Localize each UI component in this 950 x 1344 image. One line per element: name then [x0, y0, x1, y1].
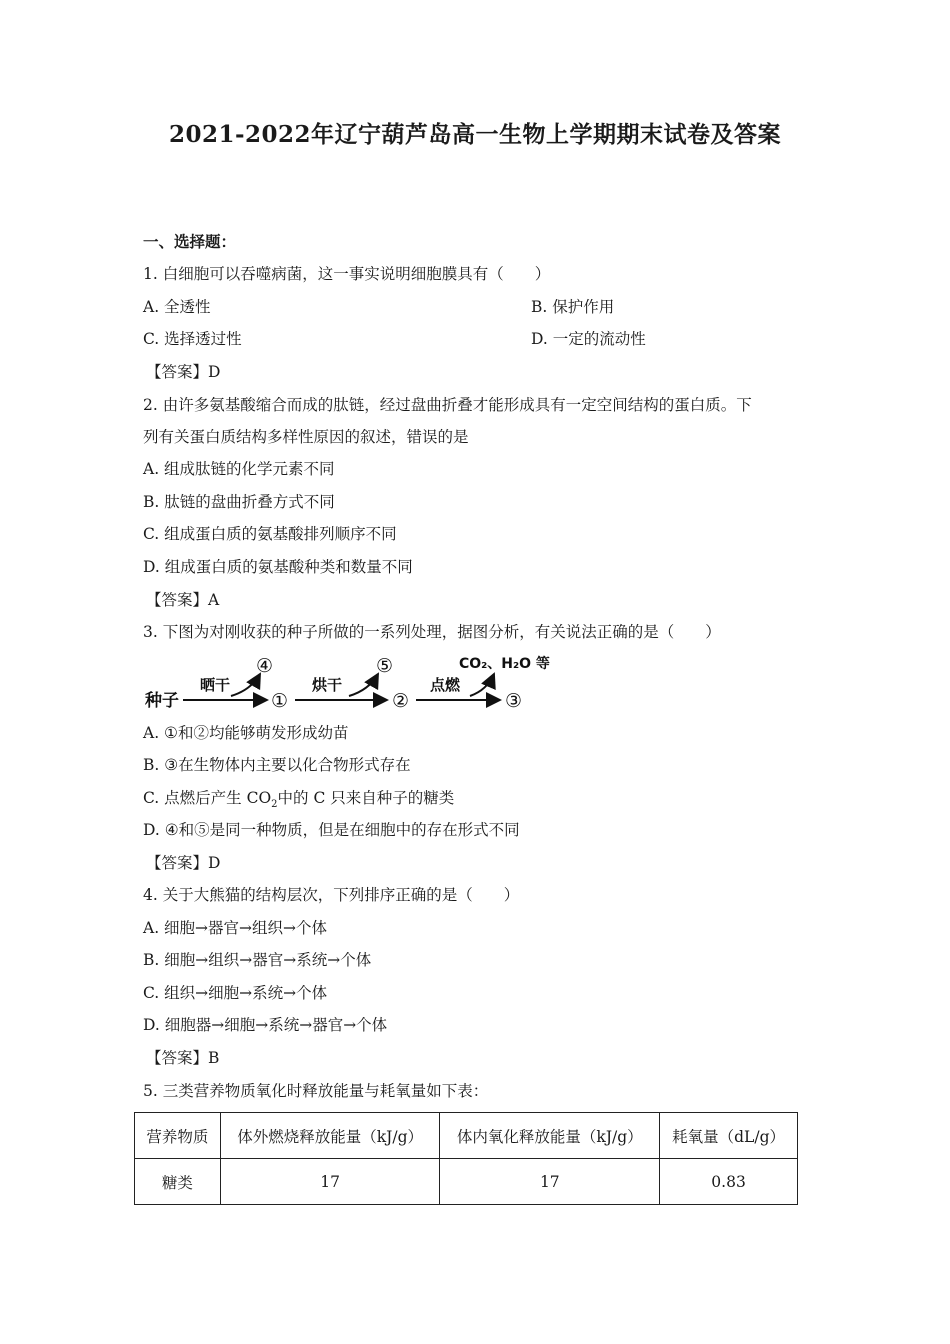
q3-option-a: A. ①和②均能够萌发形成幼苗 [143, 724, 349, 742]
q2-option-b: B. 肽链的盘曲折叠方式不同 [143, 493, 335, 511]
q1-option-c: C. 选择透过性 [143, 330, 242, 348]
energy-table [134, 1112, 798, 1205]
q3-option-c-suffix: 中的 C 只来自种子的糖类 [277, 789, 455, 807]
table-header-cell: 体内氧化释放能量（kJ/g） [440, 1113, 660, 1159]
q2-stem-line1: 2. 由许多氨基酸缩合而成的肽链，经过盘曲折叠才能形成具有一定空间结构的蛋白质。下 [143, 396, 752, 414]
q4-option-a: A. 细胞→器官→组织→个体 [143, 919, 328, 937]
diagram-node-5: ⑤ [376, 655, 394, 677]
diagram-step1-label: 晒干 [200, 676, 231, 694]
diagram-node-3: ③ [505, 690, 523, 712]
diagram-seed-label: 种子 [145, 691, 179, 711]
q2-option-c: C. 组成蛋白质的氨基酸排列顺序不同 [143, 525, 397, 543]
q3-option-c [143, 788, 454, 815]
q3-option-d: D. ④和⑤是同一种物质，但是在细胞中的存在形式不同 [143, 821, 520, 839]
document-title: 2021-2022年辽宁葫芦岛高一生物上学期期末试卷及答案 [168, 121, 782, 148]
diagram-branch-arrow-2 [349, 674, 378, 696]
diagram-node-2: ② [392, 690, 410, 712]
diagram-gas-label: CO₂、H₂O 等 [459, 656, 550, 672]
table-header-row [135, 1113, 798, 1159]
seed-treatment-diagram [143, 650, 563, 714]
q2-option-d: D. 组成蛋白质的氨基酸种类和数量不同 [143, 558, 413, 576]
q1-stem: 1. 白细胞可以吞噬病菌，这一事实说明细胞膜具有（ ） [143, 265, 551, 283]
q3-option-b: B. ③在生物体内主要以化合物形式存在 [143, 756, 411, 774]
table-cell: 17 [220, 1159, 440, 1205]
q1-answer: 【答案】D [146, 363, 221, 381]
q1-option-d: D. 一定的流动性 [531, 330, 646, 348]
diagram-node-4: ④ [256, 655, 274, 677]
table-row [135, 1159, 798, 1205]
q4-option-d: D. 细胞器→细胞→系统→器官→个体 [143, 1016, 388, 1034]
table-header-cell: 营养物质 [135, 1113, 221, 1159]
q4-answer: 【答案】B [146, 1049, 220, 1067]
q4-option-b: B. 细胞→组织→器官→系统→个体 [143, 951, 372, 969]
table-cell: 0.83 [660, 1159, 798, 1205]
table-cell: 17 [440, 1159, 660, 1205]
table-cell: 糖类 [135, 1159, 221, 1205]
q1-option-a: A. 全透性 [143, 298, 211, 316]
q3-stem: 3. 下图为对刚收获的种子所做的一系列处理，据图分析，有关说法正确的是（ ） [143, 623, 721, 641]
q2-stem-line2: 列有关蛋白质结构多样性原因的叙述，错误的是 [143, 428, 469, 446]
diagram-step3-label: 点燃 [430, 676, 461, 694]
q2-answer: 【答案】A [146, 591, 220, 609]
diagram-branch-arrow-1 [231, 674, 260, 696]
table-header-cell: 体外燃烧释放能量（kJ/g） [220, 1113, 440, 1159]
diagram-branch-arrow-3 [470, 674, 494, 696]
q4-stem: 4. 关于大熊猫的结构层次，下列排序正确的是（ ） [143, 886, 520, 904]
diagram-step2-label: 烘干 [312, 676, 343, 694]
q1-option-b: B. 保护作用 [531, 298, 615, 316]
q4-option-c: C. 组织→细胞→系统→个体 [143, 984, 328, 1002]
section-heading: 一、选择题： [143, 232, 237, 251]
q3-option-c-prefix: C. 点燃后产生 CO [143, 789, 272, 807]
table-header-cell: 耗氧量（dL/g） [660, 1113, 798, 1159]
q5-stem: 5. 三类营养物质氧化时释放能量与耗氧量如下表： [143, 1082, 489, 1100]
q2-option-a: A. 组成肽链的化学元素不同 [143, 460, 335, 478]
q3-answer: 【答案】D [146, 854, 221, 872]
diagram-node-1: ① [271, 690, 289, 712]
q3-option-c-subscript: 2 [271, 799, 278, 811]
